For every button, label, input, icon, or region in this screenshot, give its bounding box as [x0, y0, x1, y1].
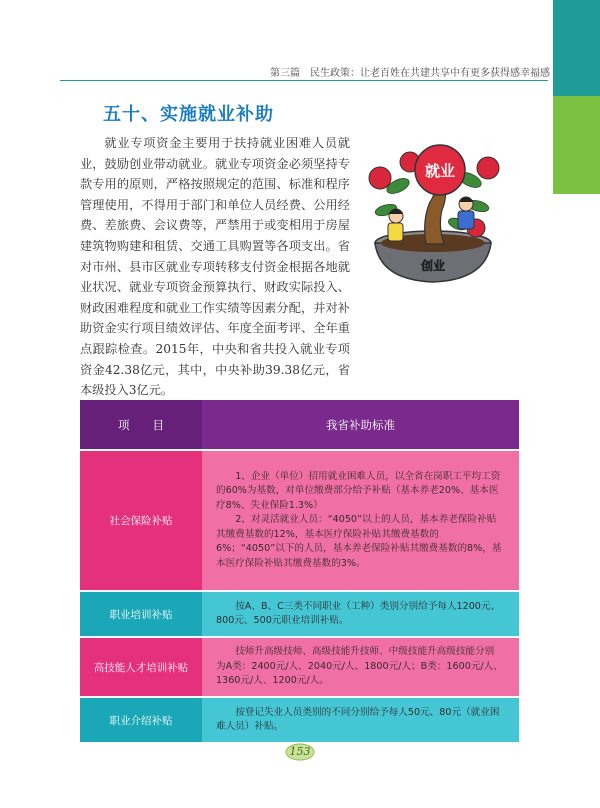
row-item-name: 职业培训补贴 [80, 591, 202, 637]
row-standard-line: 按登记失业人员类别的不同分别给予每人50元、80元（就业困难人员）补贴。 [216, 706, 500, 732]
header-item: 项 目 [80, 400, 202, 450]
row-standard-line: 技师升高级技师、高级技能升技师、中级技能升高级技能分别为A类：2400元/人、2040元/人、1800元/人；B类：1600元/人、1360元/人、1200元/人。 [216, 646, 503, 687]
row-standard [202, 637, 519, 697]
subsidy-standards-table [80, 400, 519, 744]
row-standard-line: 按A、B、C三类不同职业（工种）类别分别给予每人1200元、800元、500元职业培训补贴。 [216, 600, 501, 626]
row-standard-line: 1、企业（单位）招用就业困难人员，以全省在岗职工平均工资的60%为基数，对单位缴费部分给予补贴（基本养老20%、基本医疗8%、失业保险1.3%） [216, 470, 501, 511]
row-standard [202, 450, 519, 591]
corner-tab-green [553, 96, 600, 194]
row-item-name: 社会保险补贴 [80, 450, 202, 591]
employment-tree-illustration [358, 140, 508, 295]
header-standard: 我省补助标准 [202, 400, 519, 450]
table-row [80, 591, 519, 637]
row-item-name: 高技能人才培训补贴 [80, 637, 202, 697]
body-paragraph: 就业专项资金主要用于扶持就业困难人员就业，鼓励创业带动就业。就业专项资金必须坚持专款专用的原则，严格按照规定的范围、标准和程序管理使用，不得用于部门和单位人员经费、公用经费、差旅费、会议费等，严禁用于或变相用于房屋建筑物购建和租赁、交通工具购置等各项支出。省对市州、县市区就业专项转移支付资金根据各地就业状况、就业专项资金预算执行、财政实际投入、财政困难程度和就业工作实绩等因素分配，并对补助资金实行项目绩效评估、年度全面考评、全年重点跟踪检查。2015年，中央和省共投入就业专项资金42.38亿元，其中，中央补助39.38亿元，省本级投入3亿元。 [80, 136, 350, 398]
page-number: 153 [289, 745, 311, 758]
table-row [80, 637, 519, 697]
table-header-row [80, 400, 519, 450]
pot-label: 创业 [420, 259, 446, 273]
corner-tab-teal [553, 0, 600, 96]
row-standard [202, 697, 519, 743]
table-row [80, 697, 519, 743]
bubble-label: 就业 [424, 162, 456, 180]
row-standard [202, 591, 519, 637]
header-divider [60, 80, 548, 81]
row-item-name: 职业介绍补贴 [80, 697, 202, 743]
page-number-badge [280, 742, 320, 762]
running-header: 第三篇 民生政策：让老百姓在共建共享中有更多获得感幸福感 [270, 68, 550, 79]
table-row [80, 450, 519, 591]
section-title: 五十、实施就业补助 [103, 104, 274, 125]
row-standard-line: 2、对灵活就业人员：“4050”以上的人员，基本养老保险补贴其缴费基数的12%，基本医疗保险补贴其缴费基数的6%；“4050”以下的人员，基本养老保险补贴其缴费基数的8%，基本医疗保险补贴其缴费基数的3%。 [216, 514, 502, 569]
